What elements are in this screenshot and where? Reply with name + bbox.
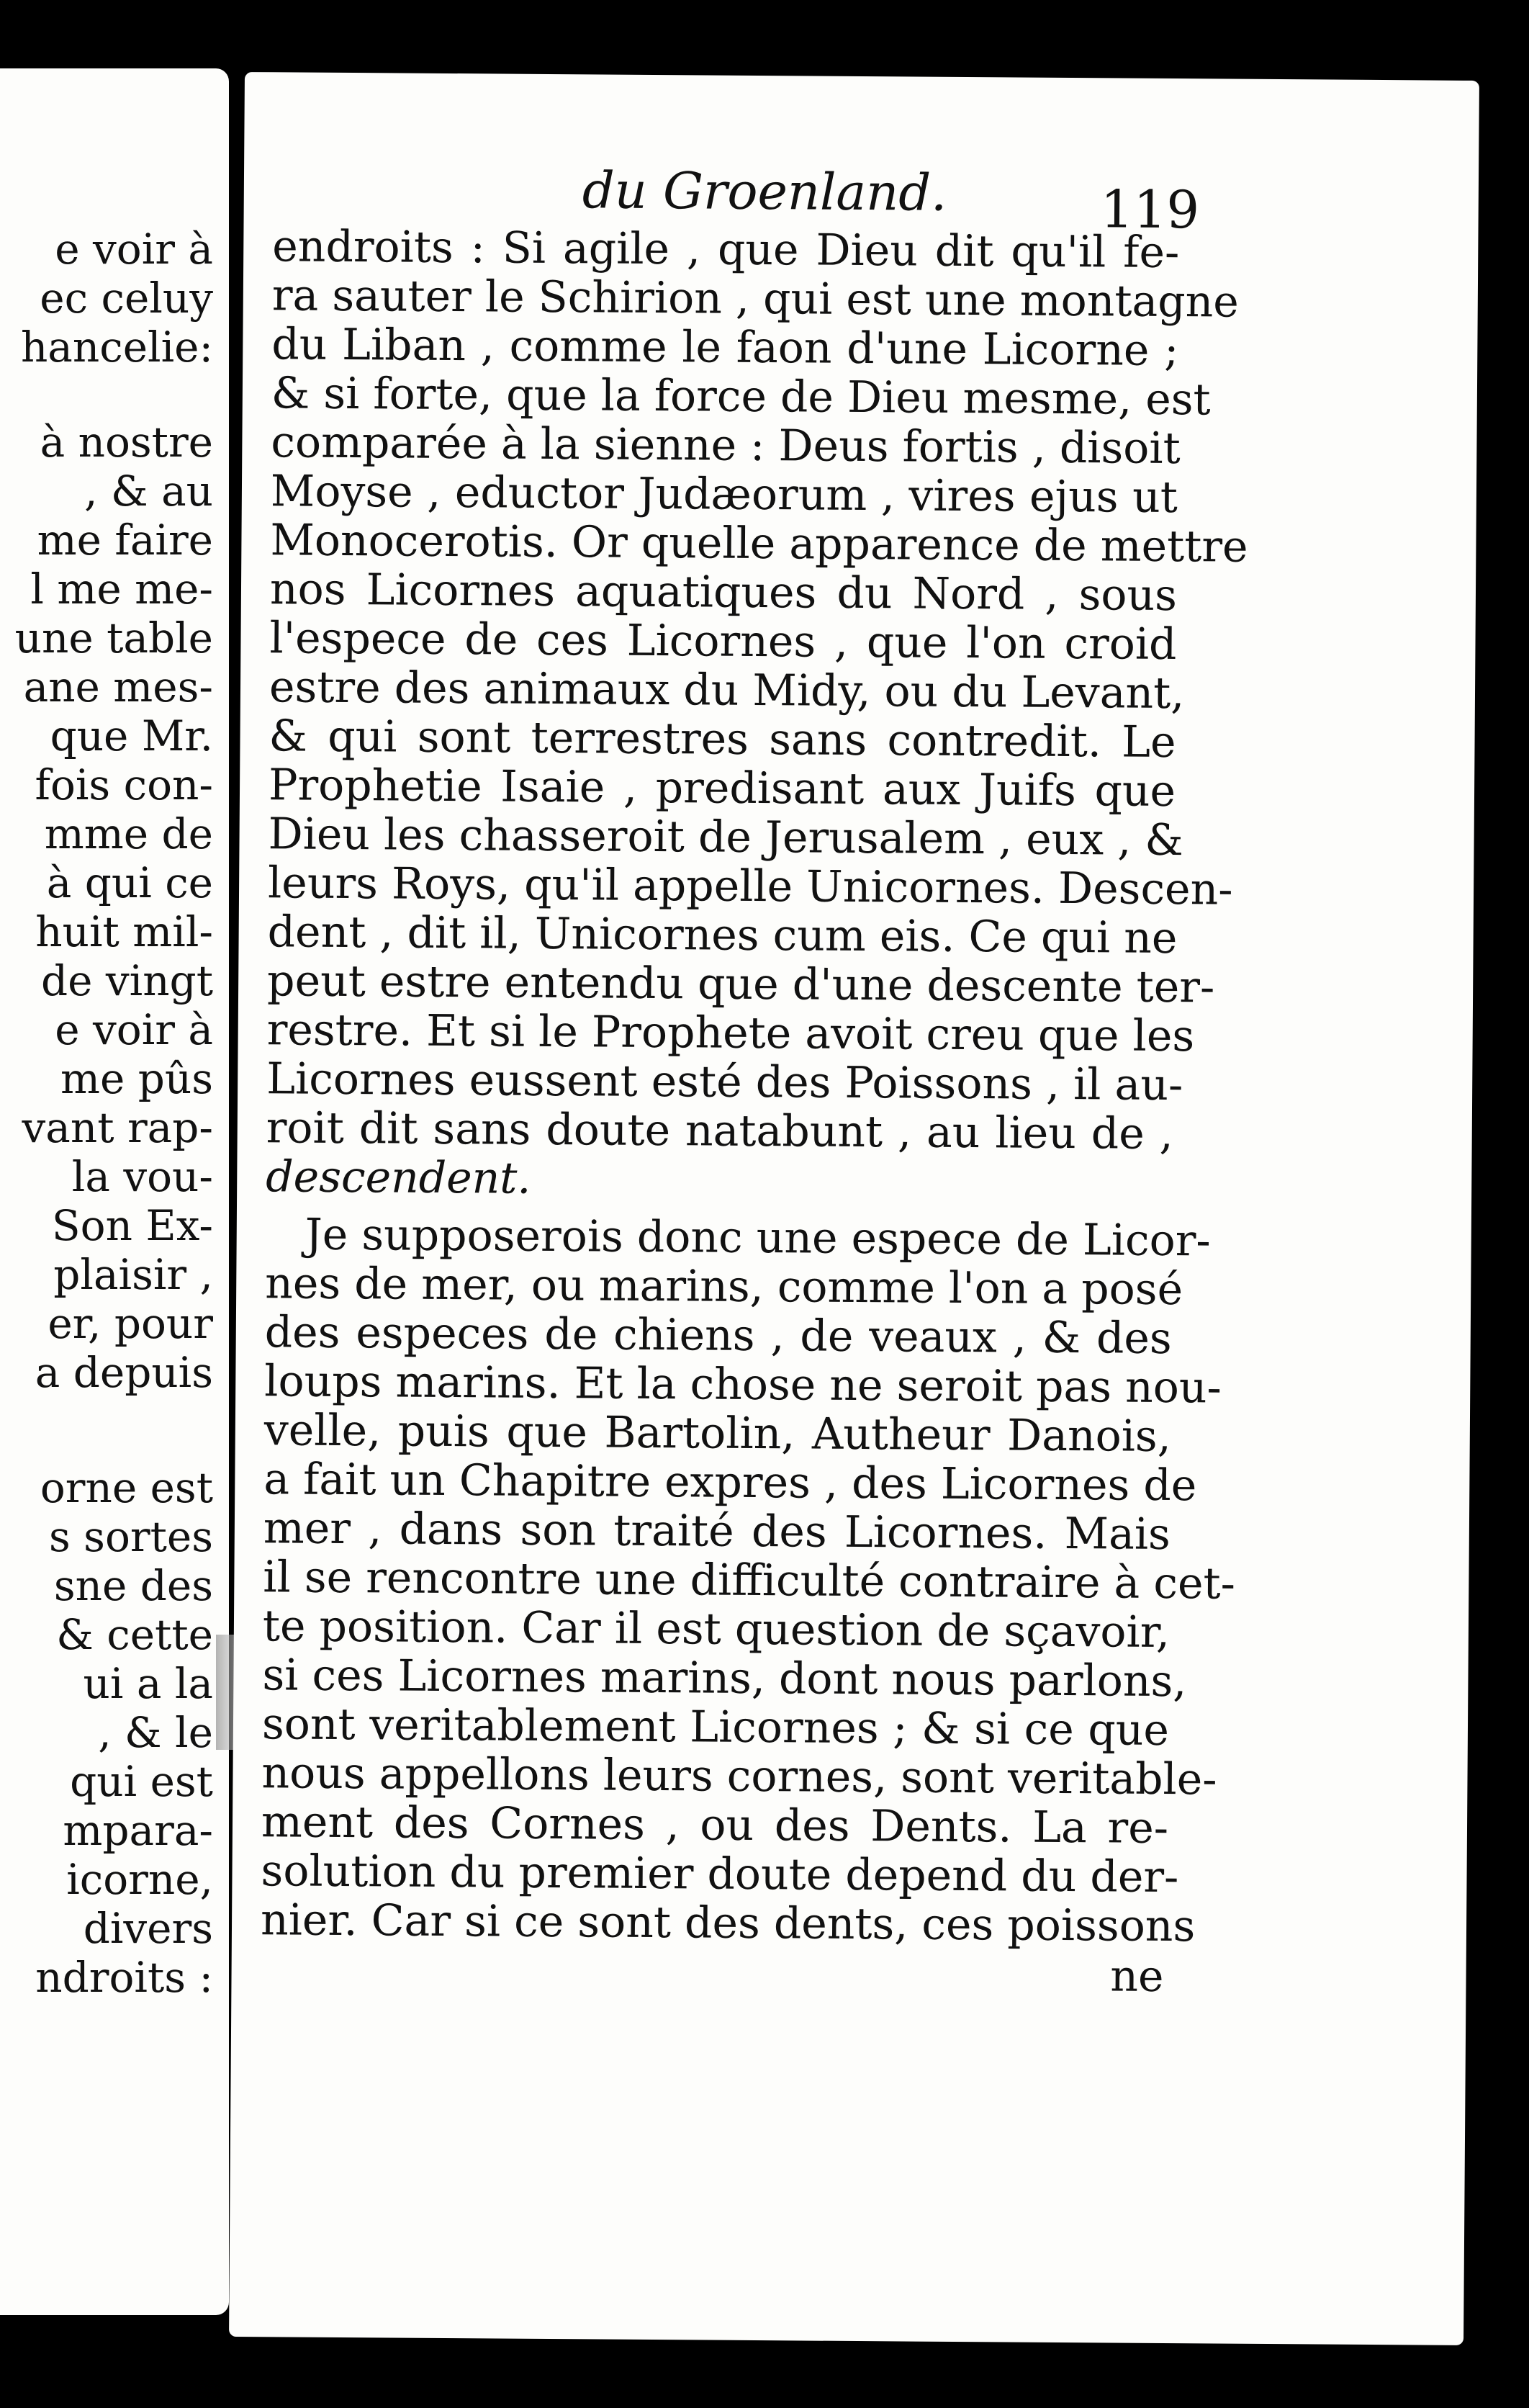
left-line: mpara- bbox=[63, 1806, 213, 1855]
text-line: restre. Et si le Prophete avoit creu que les bbox=[266, 1005, 1195, 1062]
text-line: endroits : Si agile , que Dieu dit qu'il fe- bbox=[272, 221, 1180, 279]
text-line: a fait un Chapitre expres , des Licornes de bbox=[263, 1454, 1197, 1511]
text-line: velle, puis que Bartolin, Autheur Danois, bbox=[263, 1405, 1172, 1463]
left-line: ndroits : bbox=[35, 1953, 213, 2002]
left-line: à nostre bbox=[40, 418, 213, 467]
text-line: Licornes eussent esté des Poissons , il au- bbox=[266, 1054, 1183, 1111]
left-line: er, pour bbox=[48, 1299, 213, 1348]
text-line: Moyse , eductor Judæorum , vires ejus ut bbox=[270, 466, 1178, 524]
text-line: comparée à la sienne : Deus fortis , disoit bbox=[271, 417, 1181, 475]
left-line: , & le bbox=[98, 1708, 213, 1757]
left-line: e voir à bbox=[55, 225, 213, 274]
text-line: ra sauter le Schirion , qui est une montagne bbox=[271, 270, 1240, 328]
text-line: estre des animaux du Midy, ou du Levant, bbox=[269, 662, 1185, 719]
left-line: l me me- bbox=[30, 565, 213, 614]
left-line: s sortes bbox=[48, 1512, 213, 1561]
text-line: loups marins. Et la chose ne seroit pas nou- bbox=[264, 1356, 1222, 1414]
left-line: de vingt bbox=[41, 956, 213, 1005]
left-line: qui est bbox=[70, 1757, 213, 1806]
left-line: sne des bbox=[53, 1561, 213, 1610]
left-line: que Mr. bbox=[50, 711, 213, 760]
left-line: icorne, bbox=[66, 1855, 213, 1904]
left-line: ui a la bbox=[83, 1659, 213, 1708]
text-line: sont veritablement Licornes ; & si ce que bbox=[261, 1699, 1170, 1756]
text-line: descendent. bbox=[266, 1151, 531, 1204]
text-line: des especes de chiens , de veaux , & des bbox=[264, 1307, 1172, 1365]
text-line: Dieu les chasseroit de Jerusalem , eux , & bbox=[268, 809, 1184, 866]
text-line: peut estre entendu que d'une descente ter- bbox=[266, 956, 1215, 1013]
left-line: une table bbox=[14, 614, 213, 662]
left-line: fois con- bbox=[35, 760, 213, 809]
text-line: & qui sont terrestres sans contredit. Le bbox=[269, 711, 1176, 768]
text-line: il se rencontre une difficulté contraire à cet- bbox=[263, 1552, 1236, 1609]
text-line: te position. Car il est question de sçavoir, bbox=[262, 1601, 1171, 1658]
text-line: si ces Licornes marins, dont nous parlons, bbox=[262, 1650, 1187, 1707]
left-line: a depuis bbox=[35, 1348, 213, 1397]
text-line: Prophetie Isaie , predisant aux Juifs que bbox=[268, 760, 1176, 817]
text-line: nier. Car si ce sont des dents, ces poissons bbox=[260, 1895, 1196, 1952]
page-number: 119 bbox=[1100, 179, 1200, 241]
right-page bbox=[229, 72, 1479, 2345]
left-line: me pûs bbox=[60, 1054, 213, 1103]
left-line: vant rap- bbox=[22, 1103, 213, 1152]
text-line: mer , dans son traité des Licornes. Mais bbox=[263, 1503, 1171, 1560]
left-line: orne est bbox=[40, 1463, 213, 1512]
left-page bbox=[0, 68, 229, 2315]
left-line: ec celuy bbox=[40, 274, 213, 323]
text-line: ment des Cornes , ou des Dents. La re- bbox=[261, 1797, 1169, 1854]
text-line: Monocerotis. Or quelle apparence de mettre bbox=[270, 515, 1248, 572]
running-header: du Groenland. bbox=[582, 161, 947, 223]
catchword: ne bbox=[1110, 1951, 1164, 2002]
left-line: plaisir , bbox=[53, 1250, 213, 1299]
left-line: huit mil- bbox=[35, 907, 213, 956]
left-line: à qui ce bbox=[46, 858, 213, 907]
text-line: l'espece de ces Licornes , que l'on croid bbox=[269, 613, 1177, 670]
left-line: me faire bbox=[37, 516, 213, 565]
left-line: hancelie: bbox=[20, 323, 213, 372]
left-line: divers bbox=[83, 1904, 213, 1953]
text-line: nous appellons leurs cornes, sont veritable- bbox=[261, 1748, 1217, 1805]
left-line: mme de bbox=[44, 809, 213, 858]
text-line: leurs Roys, qu'il appelle Unicornes. Descen- bbox=[267, 858, 1233, 915]
text-line: roit dit sans doute natabunt , au lieu de , bbox=[266, 1102, 1173, 1160]
text-line: nos Licornes aquatiques du Nord , sous bbox=[269, 564, 1178, 621]
left-line: & cette bbox=[56, 1610, 213, 1659]
text-line: nes de mer, ou marins, comme l'on a posé bbox=[265, 1258, 1183, 1316]
left-line: ane mes- bbox=[23, 662, 213, 711]
text-line: & si forte, que la force de Dieu mesme, est bbox=[271, 368, 1211, 426]
text-line: dent , dit il, Unicornes cum eis. Ce qui ne bbox=[267, 907, 1178, 964]
left-line: la vou- bbox=[71, 1152, 213, 1201]
left-line: Son Ex- bbox=[51, 1201, 213, 1250]
text-line: solution du premier doute depend du der- bbox=[261, 1846, 1179, 1903]
left-line: e voir à bbox=[55, 1005, 213, 1054]
text-line: du Liban , comme le faon d'une Licorne ; bbox=[271, 319, 1179, 377]
paragraph-first-line: Je supposerois donc une espece de Licor- bbox=[305, 1209, 1211, 1267]
left-line: , & au bbox=[84, 467, 213, 516]
